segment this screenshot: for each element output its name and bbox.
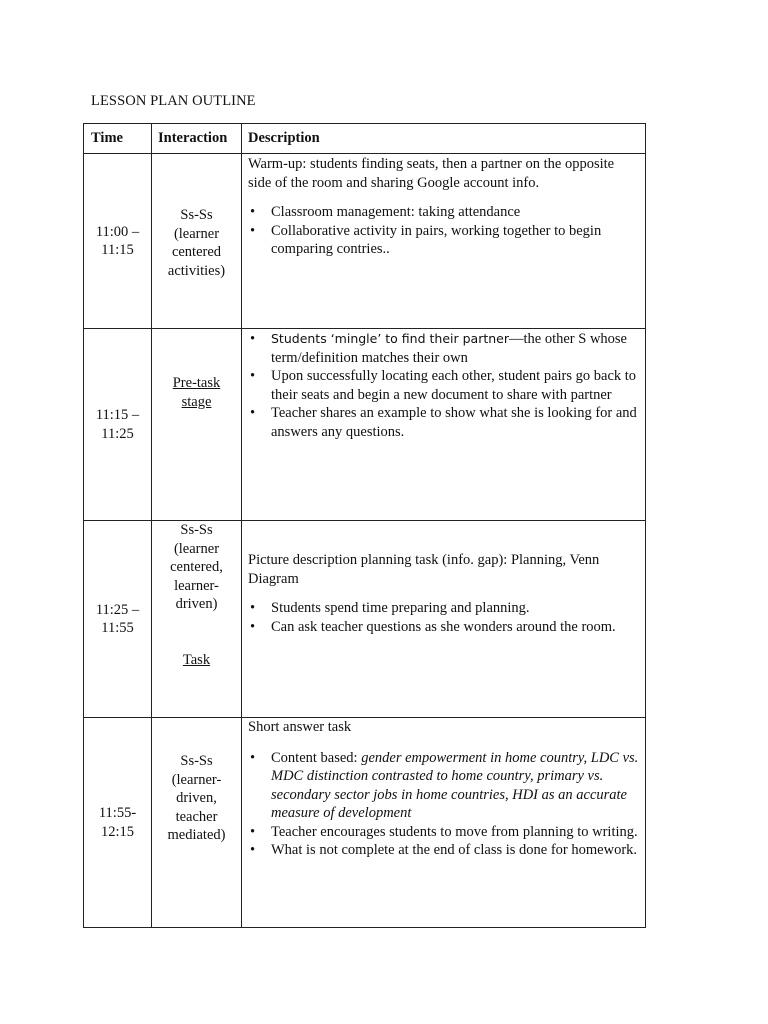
- description-cell: [242, 718, 646, 928]
- interaction-detail: (learner centered activities): [167, 225, 226, 279]
- bullet-text-serif: —the other S whose term/definition matches their own: [271, 331, 627, 366]
- stage-label: Pre-task stage: [172, 375, 221, 410]
- lesson-plan-table: [83, 123, 646, 928]
- description-cell: [242, 329, 646, 521]
- list-item: • Students spend time preparing and planning.: [248, 599, 639, 618]
- list-item: • What is not complete at the end of class is done for homework.: [248, 841, 639, 860]
- list-item: • Collaborative activity in pairs, working together to begin comparing contries..: [248, 222, 639, 259]
- interaction-detail: (learner-driven, teacher mediated): [167, 771, 226, 843]
- description-cell: [242, 154, 646, 329]
- interaction-cell: [152, 521, 242, 718]
- interaction-cell: [152, 154, 242, 329]
- list-item: • Upon successfully locating each other, student pairs go back to their seats and begin a new document to share with partner: [248, 367, 639, 404]
- header-description: Description: [242, 124, 646, 154]
- table-row: [84, 154, 646, 329]
- list-item: [248, 330, 639, 367]
- header-time: Time: [84, 124, 152, 154]
- list-item: • Teacher shares an example to show what she is looking for and answers any questions.: [248, 404, 639, 441]
- list-item: • Can ask teacher questions as she wonders around the room.: [248, 618, 639, 637]
- description-intro: Picture description planning task (info. gap): Planning, Venn Diagram: [248, 552, 600, 587]
- description-bullets: [248, 749, 639, 860]
- header-interaction: Interaction: [152, 124, 242, 154]
- stage-label: Task: [182, 651, 211, 668]
- time-cell: 11:00 – 11:15: [84, 154, 152, 329]
- interaction-type: Ss-Ss: [180, 207, 213, 223]
- interaction-cell: [152, 718, 242, 928]
- interaction-detail: (learner centered, learner-driven): [170, 540, 223, 612]
- bullet-italic-text: gender empowerment in home country, LDC vs. MDC distinction contrasted to home country, primary vs. secondary sector jobs in home countries, HDI as an accurate measure of development: [271, 749, 639, 821]
- table-row: [84, 718, 646, 928]
- description-intro: Warm-up: students finding seats, then a partner on the opposite side of the room and sharing Google account info.: [248, 156, 615, 191]
- document-title: LESSON PLAN OUTLINE: [91, 93, 256, 109]
- bullet-prefix: Content based:: [271, 749, 362, 766]
- list-item: • Classroom management: taking attendance: [248, 203, 639, 222]
- table-row: [84, 521, 646, 718]
- interaction-cell: [152, 329, 242, 521]
- interaction-type: Ss-Ss: [180, 753, 213, 769]
- description-intro: Short answer task: [248, 719, 352, 735]
- description-bullets: [248, 599, 639, 636]
- description-bullets: [248, 330, 639, 441]
- interaction-type: Ss-Ss: [180, 522, 213, 538]
- time-cell: 11:25 – 11:55: [84, 521, 152, 718]
- list-item: • Teacher encourages students to move from planning to writing.: [248, 823, 639, 842]
- time-cell: 11:15 – 11:25: [84, 329, 152, 521]
- list-item: [248, 749, 639, 823]
- time-cell: 11:55-12:15: [84, 718, 152, 928]
- table-header-row: [84, 124, 646, 154]
- description-bullets: [248, 203, 639, 259]
- table-row: [84, 329, 646, 521]
- bullet-text-sans: Students ‘mingle’ to find their partner: [271, 331, 509, 346]
- description-cell: [242, 521, 646, 718]
